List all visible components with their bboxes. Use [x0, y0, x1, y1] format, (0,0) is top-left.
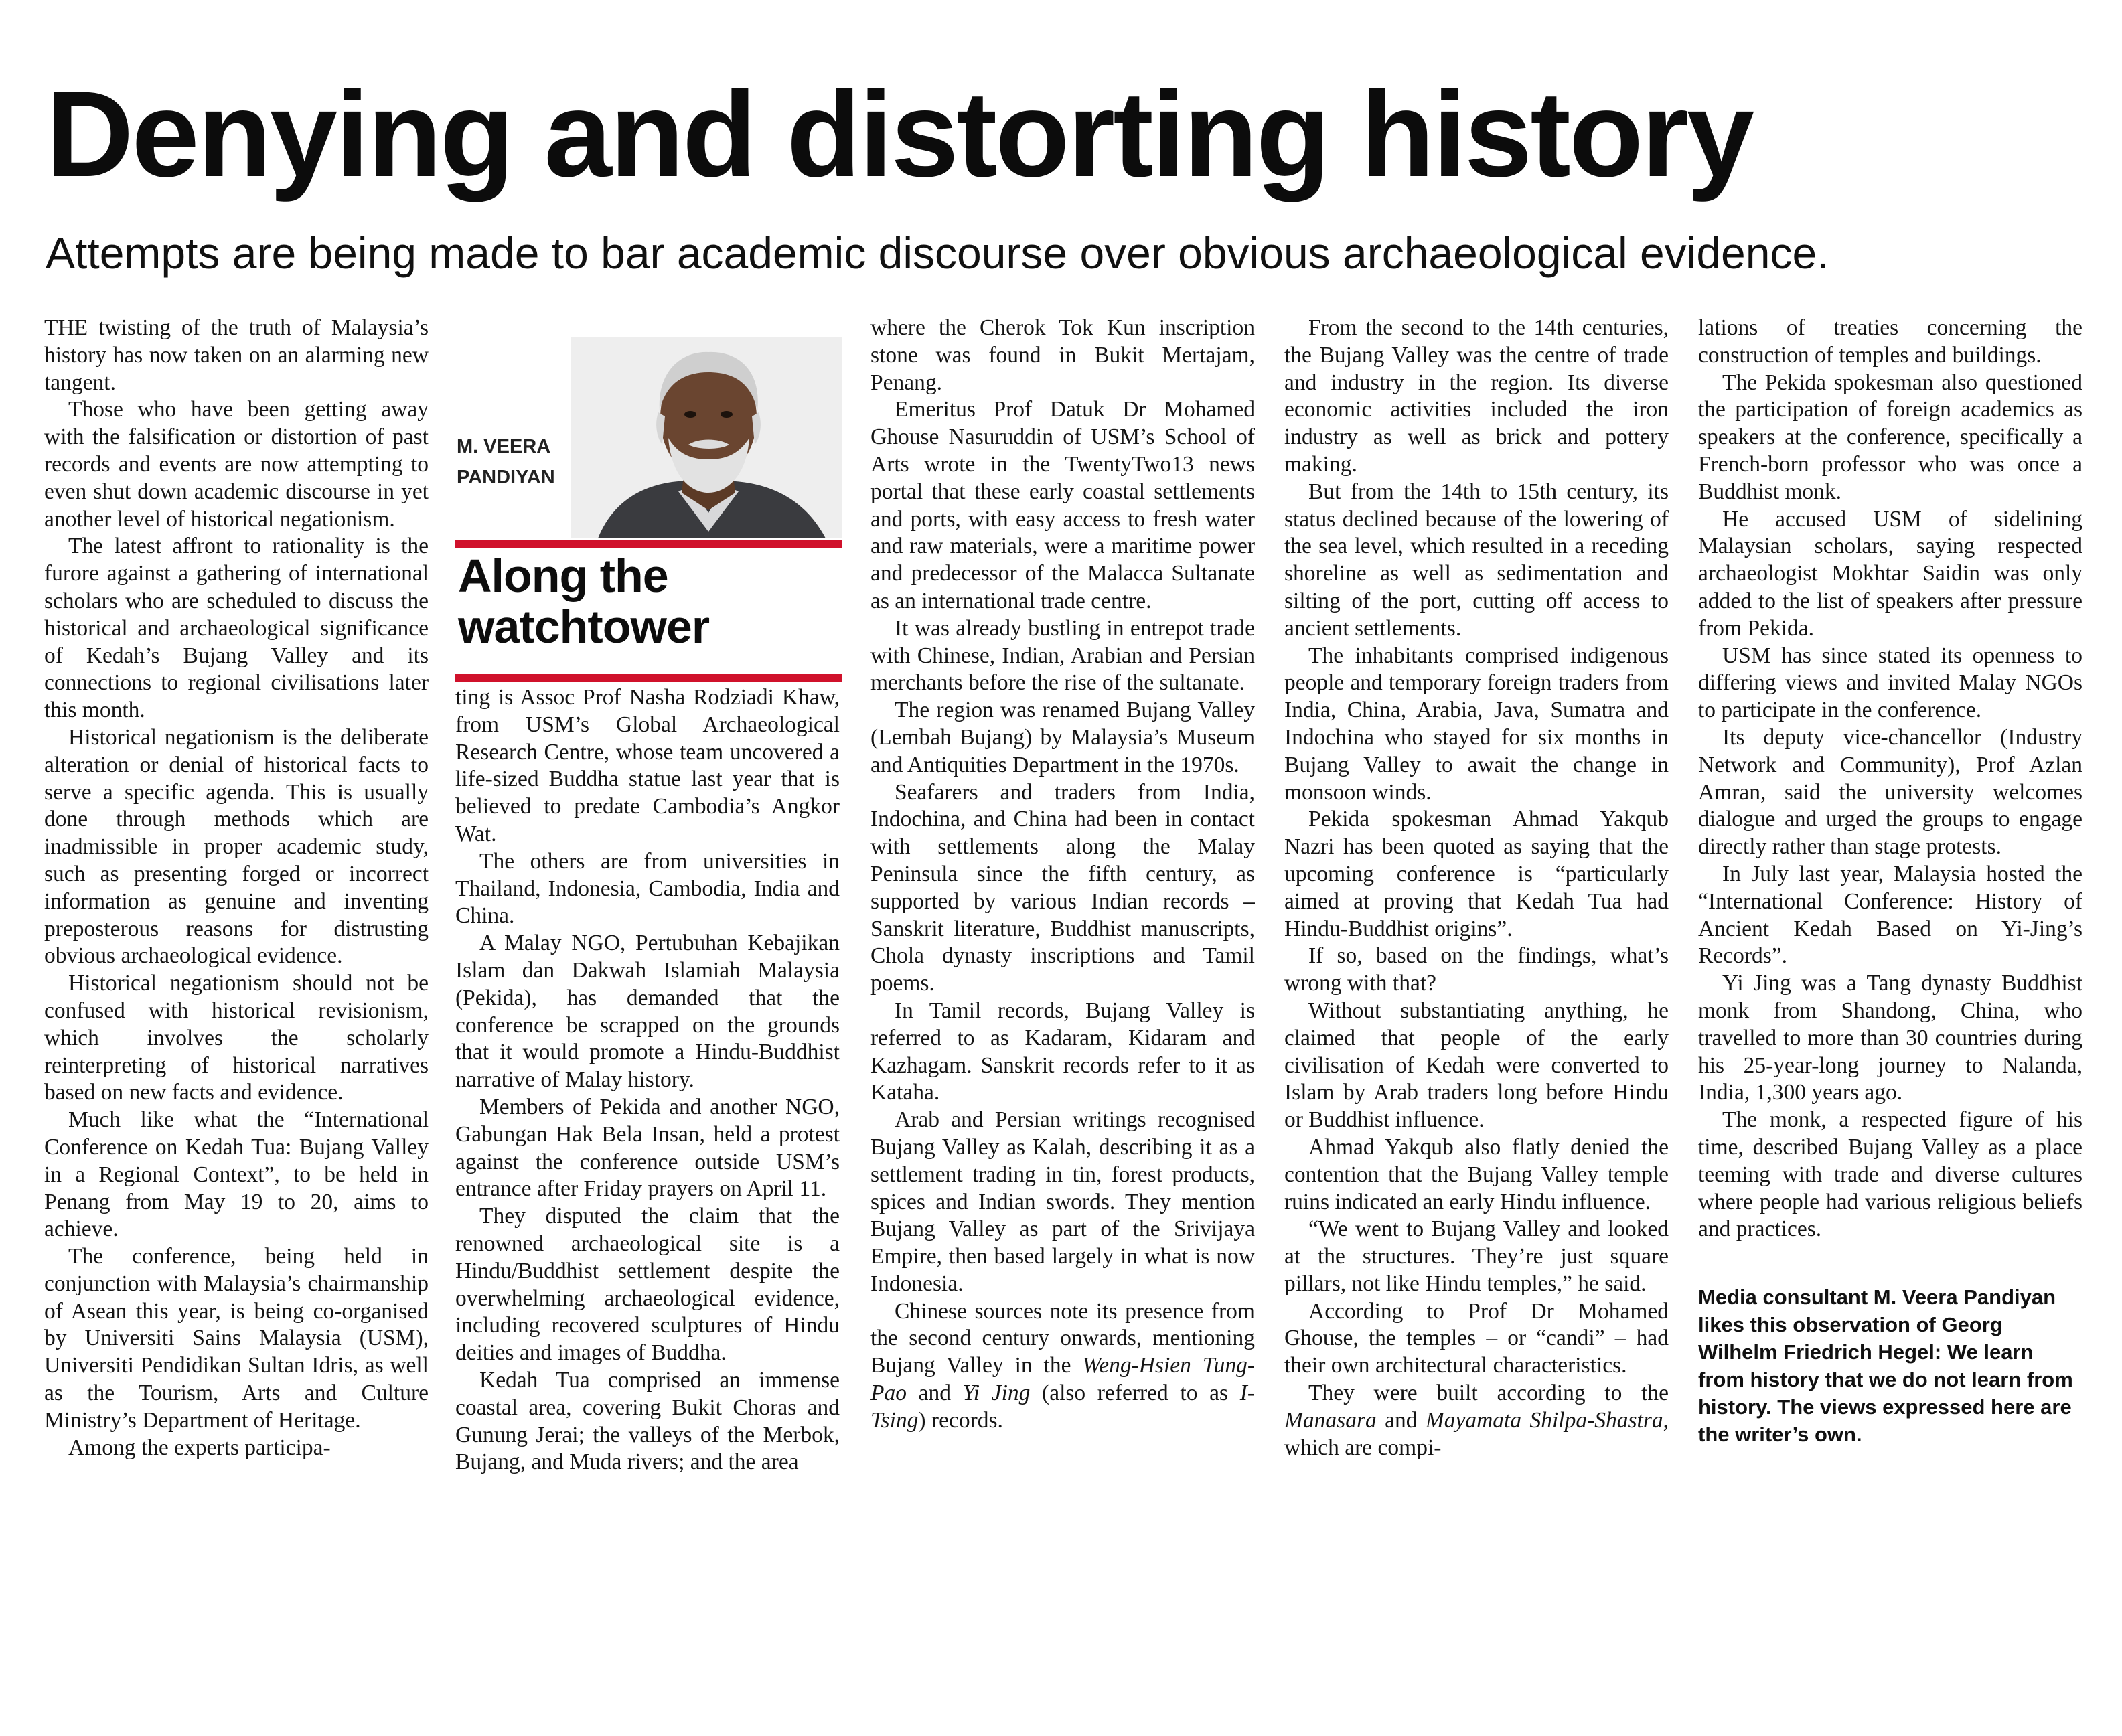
paragraph: A Malay NGO, Pertubuhan Kebajikan Islam dan Dakwah Islamiah Malaysia (Pekida), has demanded that the conference be scrapped on the grounds that it would promote a Hindu-Buddhist narrative of Malay history. — [455, 931, 840, 1093]
paragraph: The conference, being held in conjunction with Malaysia’s chairmanship of Asean this year, is being co-organised by Universiti Sains Malaysia (USM), Universiti Pendidikan Sultan Idris, as well as the Tourism, Arts and Culture Ministry’s Department of Heritage. — [44, 1244, 429, 1433]
paragraph: Those who have been getting away with the falsification or distortion of past records and events are now attempting to even shut down academic discourse in yet another level of historical negationism. — [44, 397, 429, 532]
paragraph — [870, 1298, 1255, 1435]
paragraph: In July last year, Malaysia hosted the “International Conference: History of Ancient Kedah Based on Yi-Jing’s Records”. — [1698, 861, 2082, 969]
paragraph: Historical negationism should not be confused with historical revisionism, which involves the scholarly reinterpreting of historical narratives based on new facts and evidence. — [44, 971, 429, 1105]
italic-title: Manasara — [1284, 1407, 1377, 1433]
paragraph: Ahmad Yakqub also flatly denied the contention that the Bujang Valley temple ruins indicated an early Hindu influence. — [1284, 1134, 1669, 1214]
italic-title: I-Tsing — [870, 1380, 1255, 1433]
text-run: They were built according to the — [1308, 1380, 1669, 1406]
paragraph: In Tamil records, Bujang Valley is referred to as Kadaram, Kidaram and Kazhagam. Sanskrit records refer to it as Kataha. — [870, 998, 1255, 1105]
paragraph: According to Prof Dr Mohamed Ghouse, the temples – or “candi” – had their own architectural characteristics. — [1284, 1298, 1669, 1378]
author-portrait-icon — [571, 337, 842, 538]
paragraph: The monk, a respected figure of his time, described Bujang Valley as a place teeming with trade and diverse cultures where people had various religious beliefs and practices. — [1698, 1107, 2082, 1242]
paragraph: Its deputy vice-chancellor (Industry Network and Community), Prof Azlan Amran, said the university welcomes dialogue and urged the groups to engage directly rather than stage protests. — [1698, 724, 2082, 860]
paragraph: Yi Jing was a Tang dynasty Buddhist monk from Shandong, China, who travelled to more than 30 countries during his 25-year-long journey to Nalanda, India, 1,300 years ago. — [1698, 971, 2082, 1105]
paragraph: If so, based on the findings, what’s wrong with that? — [1284, 943, 1669, 996]
paragraph: Arab and Persian writings recognised Bujang Valley as Kalah, describing it as a settlement trading in tin, forest products, spices and Indian swords. They mention Bujang Valley as part of the Srivijaya Empire, then based largely in what is now Indonesia. — [870, 1107, 1255, 1296]
paragraph: They disputed the claim that the renowned archaeological site is a Hindu/Buddhist settlement despite the overwhelming archaeological evidence, including recovered sculptures of Hindu deities and images of Buddha. — [455, 1204, 840, 1366]
paragraph: Without substantiating anything, he claimed that people of the early civilisation of Kedah were converted to Islam by Arab traders long before Hindu or Buddhist influence. — [1284, 998, 1669, 1133]
paragraph: USM has since stated its openness to differing views and invited Malay NGOs to participate in the conference. — [1698, 643, 2082, 723]
paragraph: THE twisting of the truth of Malaysia’s history has now taken on an alarming new tangent. — [44, 315, 429, 395]
paragraph: From the second to the 14th centuries, the Bujang Valley was the centre of trade and industry in the region. Its diverse economic activities included the iron industry as well as brick and pottery making. — [1284, 315, 1669, 477]
paragraph: The inhabitants comprised indigenous people and temporary foreign traders from India, China, Arabia, Java, Sumatra and Indochina who stayed for six months in Bujang Valley to await the change in monsoon winds. — [1284, 643, 1669, 805]
paragraph: Historical negationism is the deliberate alteration or denial of historical facts to serve a specific agenda. This is usually done through methods which are inadmissible in proper academic study, such as presenting forged or incorrect information as genuine and inventing preposterous reasons for distrusting obvious archaeological evidence. — [44, 724, 429, 969]
paragraph — [1284, 1380, 1669, 1462]
text-run: , which are compi- — [1284, 1407, 1669, 1460]
paragraph: “We went to Bujang Valley and looked at the structures. They’re just square pillars, not like Hindu temples,” he said. — [1284, 1216, 1669, 1296]
text-run: and — [906, 1380, 963, 1406]
column-title — [458, 550, 833, 652]
paragraph: The Pekida spokesman also questioned the participation of foreign academics as speakers at the conference, specifically a French-born professor who was once a Buddhist monk. — [1698, 370, 2082, 504]
paragraph: The region was renamed Bujang Valley (Lembah Bujang) by Malaysia’s Museum and Antiquities Department in the 1970s. — [870, 698, 1255, 777]
paragraph: Members of Pekida and another NGO, Gabungan Hak Bela Insan, held a protest against the conference outside USM’s entrance after Friday prayers on April 11. — [455, 1094, 840, 1202]
article-column-2 — [455, 684, 840, 1707]
paragraph: where the Cherok Tok Kun inscription stone was found in Bukit Mertajam, Penang. — [870, 315, 1255, 395]
subheadline: Attempts are being made to bar academic discourse over obvious archaeological evidence. — [46, 228, 1829, 278]
paragraph: lations of treaties concerning the construction of temples and buildings. — [1698, 315, 2082, 368]
paragraph: But from the 14th to 15th century, its status declined because of the lowering of the sea level, which resulted in a receding shoreline as well as sedimentation and silting of the port, cutting off access to ancient settlements. — [1284, 479, 1669, 641]
author-name — [457, 431, 591, 493]
column-title-line-1: Along the — [458, 550, 668, 602]
text-run: and — [1376, 1407, 1426, 1433]
text-run: ) records. — [918, 1407, 1003, 1433]
paragraph: The latest affront to rationality is the furore against a gathering of international scholars who are scheduled to discuss the historical and archaeological significance of Kedah’s Bujang Valley and its connections to regional civilisations later this month. — [44, 534, 429, 723]
accent-rule-top — [455, 540, 842, 548]
paragraph: ting is Assoc Prof Nasha Rodziadi Khaw, from USM’s Global Archaeological Research Centre, whose team uncovered a life-sized Buddha statue last year that is believed to predate Cambodia’s Angkor Wat. — [455, 685, 840, 846]
column-title-line-2: watchtower — [458, 601, 710, 653]
text-run: Chinese sources note its presence from the second century onwards, mentioning Bujang Valley in the — [870, 1298, 1255, 1378]
paragraph: Seafarers and traders from India, Indochina, and China had been in contact with settlements along the Malay Peninsula since the fifth century, as supported by various Indian records – Sanskrit literature, Buddhist manuscripts, Chola dynasty inscriptions and Tamil poems. — [870, 779, 1255, 996]
paragraph: Among the experts participa- — [68, 1435, 331, 1460]
article-column-4 — [1284, 315, 1669, 1707]
paragraph: The others are from universities in Thailand, Indonesia, Cambodia, India and China. — [455, 848, 840, 929]
article-column-1 — [44, 315, 429, 1707]
italic-title: Mayamata Shilpa-Shastra — [1425, 1407, 1663, 1433]
article-column-5 — [1698, 315, 2082, 1707]
author-byline — [454, 317, 842, 689]
text-run: (also referred to as — [1030, 1380, 1240, 1406]
author-name-line-2: PANDIYAN — [457, 467, 555, 488]
accent-rule-bottom — [455, 674, 842, 682]
headline: Denying and distorting history — [46, 66, 1753, 202]
italic-title: Weng-Hsien Tung-Pao — [870, 1353, 1255, 1406]
italic-title: Yi Jing — [962, 1380, 1031, 1406]
paragraph: It was already bustling in entrepot trade with Chinese, Indian, Arabian and Persian merchants before the rise of the sultanate. — [870, 615, 1255, 696]
paragraph: He accused USM of sidelining Malaysian scholars, saying respected archaeologist Mokhtar Saidin was only added to the list of speakers after pressure from Pekida. — [1698, 506, 2082, 641]
paragraph: Much like what the “International Conference on Kedah Tua: Bujang Valley in a Regional Context”, to be held in Penang from May 19 to 20, aims to achieve. — [44, 1107, 429, 1242]
paragraph: Pekida spokesman Ahmad Yakqub Nazri has been quoted as saying that the upcoming conference is “particularly aimed at proving that Kedah Tua had Hindu-Buddhist origins”. — [1284, 807, 1669, 941]
author-portrait — [571, 337, 842, 538]
paragraph: Kedah Tua comprised an immense coastal area, covering Bukit Choras and Gunung Jerai; the valleys of the Merbok, Bujang, and Muda rivers; and the area — [455, 1367, 840, 1475]
article-column-3 — [870, 315, 1255, 1707]
author-name-line-1: M. VEERA — [457, 436, 551, 457]
paragraph: Emeritus Prof Datuk Dr Mohamed Ghouse Nasuruddin of USM’s School of Arts wrote in the TwentyTwo13 news portal that these early coastal settlements and ports, with easy access to fresh water and raw materials, were a maritime power and predecessor of the Malacca Sultanate as an international trade centre. — [870, 397, 1255, 613]
author-bio: Media consultant M. Veera Pandiyan likes this observation of Georg Wilhelm Friedrich Hegel: We learn from history that we do not learn from history. The views expressed here are the writer’s own. — [1698, 1285, 2073, 1447]
